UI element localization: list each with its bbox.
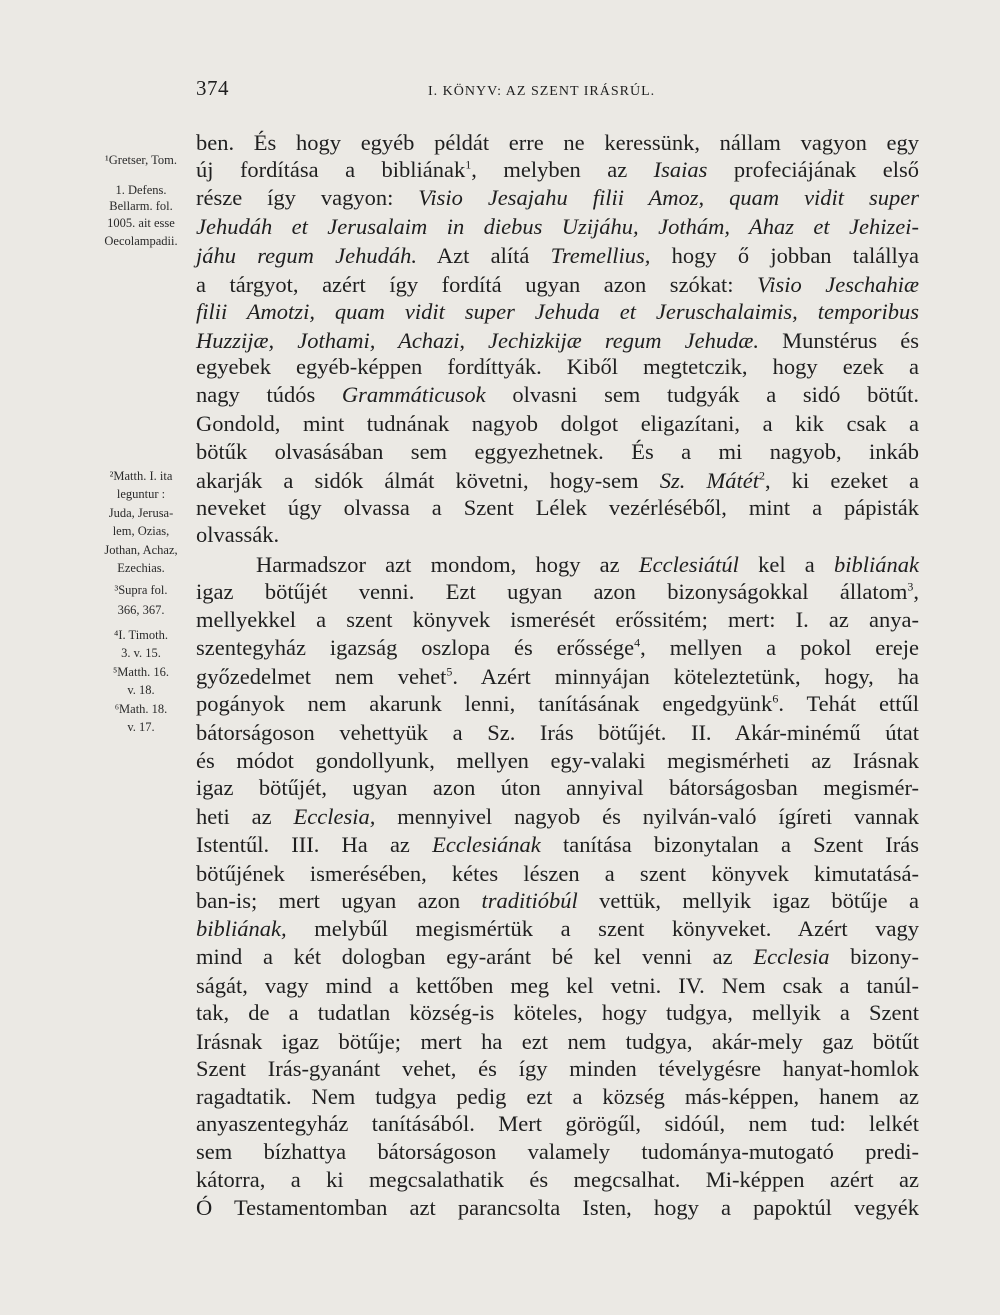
margin-note: v. 18.	[127, 683, 155, 697]
text-span: neveket úgy olvassa a Szent Lélek vezérléséből, mint a pápisták	[196, 495, 919, 520]
margin-note: Ezechias.	[117, 561, 165, 575]
margin-note: 1005. ait esse	[107, 216, 175, 230]
text-span: igaz bötűjét venni. Ezt ugyan azon bizonyságokkal állatom	[196, 579, 908, 604]
text-span: bibliának,	[196, 916, 287, 941]
text-span: Ó Testamentomban azt parancsolta Isten, hogy a papoktúl vegyék	[196, 1195, 919, 1220]
body-line	[196, 242, 919, 270]
text-span: Ecclesia,	[293, 804, 376, 829]
body-line	[196, 298, 919, 326]
text-span: ragadtatik. Nem tudgya pedig ezt a község más-képpen, hanem az	[196, 1084, 919, 1109]
text-span: olvasni sem tudgyák a sidó bötűt.	[485, 382, 919, 407]
text-span: szentegyház igazság oszlopa és erőssége	[196, 635, 635, 660]
margin-note: 3. v. 15.	[121, 646, 161, 660]
margin-note: v. 17.	[127, 720, 155, 734]
text-span: , ki ezeket a	[764, 468, 920, 493]
text-span: nagy túdós	[196, 382, 342, 407]
text-span: mellyekkel a szent könyvek ismerését erőssitém; mert: I. az anya-	[196, 607, 919, 632]
text-span: akarják a sidók álmát követni, hogy-sem	[196, 468, 660, 493]
text-span: Harmadszor azt mondom, hogy az	[256, 552, 639, 577]
text-span: Huzzijæ, Jothami, Achazi, Jechizkijæ regum Jehudæ.	[196, 328, 760, 353]
margin-note: ²Matth. I. ita	[109, 469, 173, 483]
text-span: Tremellius,	[550, 243, 651, 268]
body-line	[196, 999, 919, 1027]
text-span: bötűk olvasásában sem eggyezhetnek. És a mi nagyob, inkáb	[196, 439, 919, 464]
margin-note: ¹Gretser, Tom.	[105, 153, 177, 167]
text-span: traditióbúl	[481, 888, 578, 913]
text-span: ban-is; mert ugyan azon	[196, 888, 482, 913]
text-span: heti az	[196, 804, 294, 829]
text-span: 1	[465, 157, 472, 172]
margin-note: Bellarm. fol.	[109, 199, 173, 213]
text-span: a tárgyot, azért így fordítá ugyan azon szókat:	[196, 272, 758, 297]
body-line	[196, 774, 919, 802]
text-span: bizony-	[829, 944, 919, 969]
body-line	[196, 551, 919, 579]
text-span: pogányok nem akarunk lenni, tanításának engedgyünk	[196, 691, 773, 716]
text-span: Visio Jesajahu filii Amoz, quam vidit super	[418, 185, 919, 210]
text-span: Ecclesiának	[432, 832, 541, 857]
body-line	[196, 494, 919, 522]
running-head: I. KÖNYV: AZ SZENT IRÁSRÚL.	[428, 84, 656, 99]
margin-note: ⁶Math. 18.	[114, 702, 168, 716]
body-line	[196, 1138, 919, 1166]
body-line	[196, 1110, 919, 1138]
body-line	[196, 438, 919, 466]
text-span: , melyben az	[471, 157, 654, 182]
body-line	[196, 156, 919, 184]
body-line	[196, 803, 919, 831]
text-span: bátorságoson vehettyük a Sz. Irás bötűjét. II. Akár-minémű útat	[196, 720, 919, 745]
text-span: vettük, mellyik igaz bötűje a	[577, 888, 919, 913]
margin-note: leguntur :	[116, 487, 166, 501]
text-span: anyaszentegyház tanításából. Mert görögűl, sidóúl, nem tud: lelkét	[196, 1111, 919, 1136]
body-line	[196, 521, 919, 549]
body-line	[196, 184, 919, 212]
text-span: győzedelmet nem vehet	[196, 664, 447, 689]
text-span: Szent Irás-gyanánt vehet, és így minden tévelygésre hanyat-homlok	[196, 1056, 919, 1081]
text-span: egyebek egyéb-képpen fordíttyák. Kiből megtetczik, hogy ezek a	[196, 354, 919, 379]
body-line	[196, 1055, 919, 1083]
margin-note: ⁵Matth. 16.	[112, 665, 170, 679]
body-line	[196, 410, 919, 438]
text-span: Ecclesia	[753, 944, 830, 969]
text-span: Jehudáh et Jerusalaim in diebus Uzijáhu, Jothám, Ahaz et Jehizei-	[196, 214, 919, 239]
body-line	[196, 1166, 919, 1194]
body-line	[196, 1194, 919, 1222]
text-span: tak, de a tudatlan község-is köteles, hogy tudgya, mellyik a Szent	[196, 1000, 919, 1025]
text-span: . Azért minnyájan köteleztetünk, hogy, ha	[452, 664, 919, 689]
margin-note: ³Supra fol.	[114, 583, 168, 597]
margin-note: Juda, Jerusa-	[108, 506, 174, 520]
text-span: melybűl megismértük a szent könyveket. Azért vagy	[286, 916, 919, 941]
text-span: része így vagyon:	[196, 185, 419, 210]
body-line	[196, 663, 919, 691]
body-line	[196, 606, 919, 634]
body-line	[196, 213, 919, 241]
margin-note: ⁴I. Timoth.	[113, 628, 169, 642]
text-span: kel a	[738, 552, 834, 577]
text-span: igaz bötűjét, ugyan azon úton annyival bátorságosban megismér-	[196, 775, 919, 800]
text-span: kátorra, a ki megcsalathatik és megcsalhat. Mi-képpen azért az	[196, 1167, 919, 1192]
body-line	[196, 467, 919, 495]
text-span: jáhu regum Jehudáh.	[196, 243, 417, 268]
text-span: Sz. Mátét	[659, 468, 759, 493]
body-line	[196, 690, 919, 718]
text-span: Istentűl. III. Ha az	[196, 832, 433, 857]
text-span: . Tehát ettűl	[778, 691, 919, 716]
text-span: tanítása bizonytalan a Szent Irás	[540, 832, 919, 857]
text-span: 3	[907, 579, 914, 594]
text-span: mennyivel nagyob és nyilván-való ígíreti vannak	[375, 804, 919, 829]
page-number: 374	[196, 76, 229, 100]
body-line	[196, 719, 919, 747]
margin-note: Oecolampadii.	[104, 234, 178, 248]
text-span: ,	[913, 579, 919, 604]
text-span: és módot gondollyunk, mellyen egy-valaki megismérheti az Irásnak	[196, 748, 919, 773]
text-span: Visio Jeschahiæ	[757, 272, 920, 297]
text-span: ben. És hogy egyéb példát erre ne keressünk, nállam vagyon egy	[196, 130, 919, 155]
body-line	[196, 831, 919, 859]
text-span: bötűjének ismerésében, kétes lészen a szent könyvek kimutatásá-	[196, 861, 919, 886]
body-line	[196, 381, 919, 409]
text-span: Grammáticusok	[341, 382, 486, 407]
body-line	[196, 1028, 919, 1056]
text-span: olvassák.	[196, 522, 280, 547]
body-line	[196, 747, 919, 775]
body-line	[196, 1083, 919, 1111]
margin-note: Jothan, Achaz,	[104, 543, 178, 557]
body-line	[196, 353, 919, 381]
margin-note: 1. Defens.	[115, 183, 167, 197]
body-line	[196, 972, 919, 1000]
text-span: , mellyen a pokol ereje	[640, 635, 919, 660]
body-line	[196, 578, 919, 606]
text-span: új fordítása a bibliának	[196, 157, 466, 182]
text-span: sem bízhattya bátorságoson valamely tudománya-mutogató predi-	[196, 1139, 919, 1164]
body-line	[196, 943, 919, 971]
body-line	[196, 887, 919, 915]
body-line	[196, 271, 919, 299]
text-span: mind a két dologban egy-aránt bé kel venni az	[196, 944, 754, 969]
text-span: 4	[634, 635, 641, 650]
body-line	[196, 915, 919, 943]
body-line	[196, 129, 919, 157]
text-span: 5	[446, 664, 453, 679]
text-span: profeciájának első	[707, 157, 919, 182]
text-span: 6	[772, 691, 779, 706]
text-span: bibliának	[834, 552, 919, 577]
text-span: filii Amotzi, quam vidit super Jehuda et Jeruschalaimis, temporibus	[196, 299, 919, 324]
body-line	[196, 634, 919, 662]
text-span: hogy ő jobban talállya	[650, 243, 919, 268]
text-span: Ecclesiátúl	[638, 552, 739, 577]
margin-note: 366, 367.	[117, 603, 165, 617]
text-span: Isaias	[653, 157, 708, 182]
text-span: Munstérus és	[759, 328, 919, 353]
text-span: 2	[758, 468, 765, 483]
body-line	[196, 860, 919, 888]
body-line	[196, 327, 919, 355]
margin-note: lem, Ozias,	[112, 524, 170, 538]
text-span: Irásnak igaz bötűje; mert ha ezt nem tudgya, akár-mely gaz bötűt	[196, 1029, 919, 1054]
text-span: Azt alítá	[416, 243, 551, 268]
text-span: ságát, vagy mind a kettőben meg kel vetni. IV. Nem csak a tanúl-	[196, 973, 919, 998]
text-span: Gondold, mint tudnának nagyob dolgot eligazítani, a kik csak a	[196, 411, 919, 436]
